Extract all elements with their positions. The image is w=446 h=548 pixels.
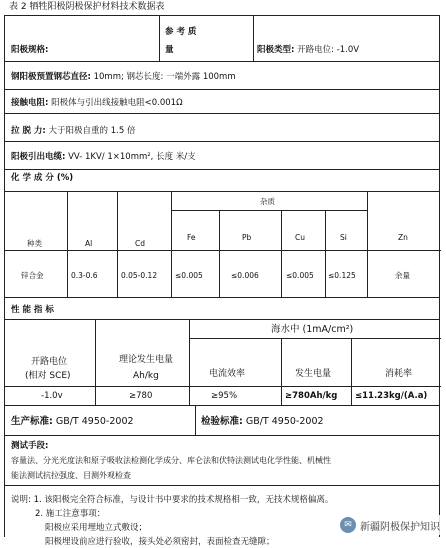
- row-pull: [5, 114, 439, 142]
- ocp-value: -1.0v: [41, 391, 63, 401]
- row-spec: [5, 16, 439, 62]
- cd-header: Cd: [135, 239, 145, 248]
- core-text: 钢阳极预置钢芯直径: 10mm; 钢芯长度: 一端外露 100mm: [11, 72, 236, 82]
- fe-header: Fe: [187, 233, 196, 242]
- test-line-1: 容量法、分光光度法和原子吸收法检测化学成分、库仑法和伏特法测试电化学性能、机械性: [11, 456, 331, 465]
- row-perf-title: [5, 298, 439, 320]
- cu-value: ≤0.005: [286, 271, 314, 280]
- zinc-alloy-label: 锌合金: [21, 271, 44, 280]
- weight-label-2: 量: [165, 45, 174, 55]
- test-label: 测试手段:: [11, 441, 49, 451]
- zn-value: 余量: [395, 271, 410, 280]
- fe-value: ≤0.005: [175, 271, 203, 280]
- weight-label: 参 考 质: [165, 27, 197, 37]
- pb-header: Pb: [242, 233, 252, 242]
- chem-title: 化 学 成 分 (%): [11, 173, 74, 183]
- ocp-header-2: (相对 SCE): [25, 371, 71, 381]
- note-line-4: 阳极埋设前应进行验收，接头处必须密封，表面检查无缝隙；: [45, 537, 275, 547]
- cable-text: 阳极引出电缆: VV- 1KV/ 1×10mm², 长度 米/支: [11, 152, 196, 162]
- theory-value: ≥780: [129, 391, 153, 401]
- test-line-2: 能法测试抗拉强度、目测外观检查: [11, 471, 131, 480]
- al-value: 0.3-0.6: [71, 271, 98, 280]
- row-cable: [5, 142, 439, 170]
- wechat-icon: ✉: [340, 517, 356, 533]
- efficiency-header: 电流效率: [209, 369, 246, 379]
- anode-type: 阳极类型: 开路电位: -1.0V: [257, 45, 360, 55]
- chem-table: [5, 192, 439, 298]
- row-standards: [5, 406, 439, 436]
- anode-spec-label: 阳极规格:: [11, 45, 49, 55]
- watermark: [338, 515, 442, 535]
- cd-value: 0.05-0.12: [121, 271, 158, 280]
- zn-header: Zn: [398, 233, 408, 242]
- impurity-header: 杂质: [260, 197, 275, 206]
- chem-type-header: 种类: [27, 239, 42, 248]
- watermark-text: 新疆阴极保护知识: [360, 521, 440, 533]
- note-line-2: 2. 施工注意事项：: [35, 509, 106, 519]
- resistance-text: 接触电阻: 阳极体与引出线接触电阻<0.001Ω: [11, 98, 183, 108]
- production-standard: 生产标准: GB/T 4950-2002: [11, 416, 134, 427]
- al-header: Al: [85, 239, 93, 248]
- efficiency-value: ≥95%: [211, 391, 238, 401]
- seawater-header: 海水中 (1mA/cm²): [271, 324, 354, 335]
- row-chem-title: [5, 170, 439, 192]
- note-line-3: 阳极应采用埋地立式敷设；: [45, 523, 148, 533]
- generation-value: ≥780Ah/kg: [285, 391, 338, 401]
- consumption-header: 消耗率: [385, 369, 413, 379]
- pull-text: 拉 脱 力: 大于阳极自重的 1.5 倍: [11, 126, 136, 136]
- generation-header: 发生电量: [295, 369, 332, 379]
- row-resistance: [5, 90, 439, 114]
- note-line-1: 说明: 1. 该阳极完全符合标准，与设计书中要求的技术规格相一致，无技术规格偏离。: [11, 495, 334, 505]
- perf-table: [5, 320, 439, 406]
- row-test: [5, 436, 439, 486]
- table-caption: 表 2 牺牲阳极阴极保护材料技术数据表: [9, 2, 165, 12]
- pb-value: ≤0.006: [231, 271, 259, 280]
- spec-table: [4, 15, 440, 547]
- cu-header: Cu: [295, 233, 305, 242]
- si-value: ≤0.125: [328, 271, 356, 280]
- si-header: Si: [340, 233, 347, 242]
- ocp-header: 开路电位: [31, 357, 68, 367]
- perf-title: 性 能 指 标: [11, 305, 54, 315]
- consumption-value: ≤11.23kg/(A.a): [355, 391, 428, 401]
- theory-header: 理论发生电量: [119, 355, 174, 365]
- row-core: [5, 62, 439, 90]
- theory-unit: Ah/kg: [133, 371, 159, 381]
- inspection-standard: 检验标准: GB/T 4950-2002: [201, 416, 324, 427]
